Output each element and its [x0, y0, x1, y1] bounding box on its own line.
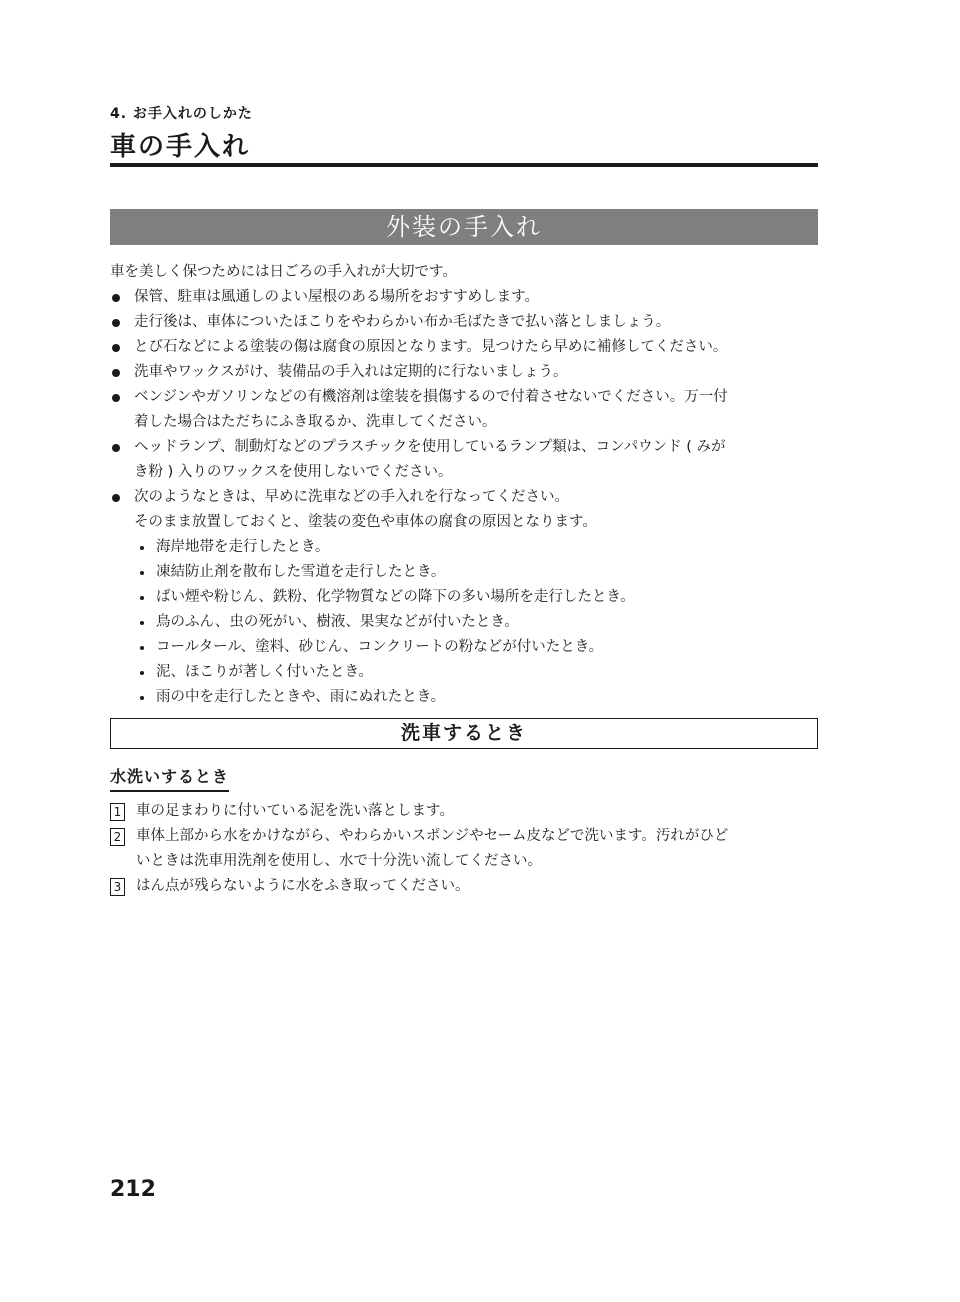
- bullet-text: 次のようなときは、早めに洗車などの手入れを行なってください。: [134, 489, 569, 505]
- bullet-icon: [112, 394, 120, 402]
- step-number-badge: 1: [110, 803, 125, 821]
- subsection-heading-water-wash: 水洗いするとき: [110, 764, 229, 792]
- list-item: [134, 635, 818, 660]
- dot-icon: [140, 596, 144, 600]
- page-title: 車の手入れ: [110, 132, 251, 162]
- sub-item-text: 凍結防止剤を散布した雪道を走行したとき。: [156, 564, 446, 580]
- list-item: [110, 360, 818, 385]
- bullet-text: 走行後は、車体についたほこりをやわらかい布か毛ばたきで払い落としましょう。: [134, 314, 671, 330]
- list-item: [110, 435, 818, 460]
- step-text: 車の足まわりに付いている泥を洗い落とします。: [136, 803, 454, 819]
- section-heading-car-wash: 洗車するとき: [110, 718, 818, 749]
- wash-steps: [110, 799, 818, 899]
- sub-item-text: 海岸地帯を走行したとき。: [156, 539, 330, 555]
- list-item: [134, 660, 818, 685]
- step-item: [110, 824, 818, 849]
- step-item: [110, 799, 818, 824]
- bullet-text: とび石などによる塗装の傷は腐食の原因となります。見つけたら早めに補修してください。: [134, 339, 728, 355]
- bullet-icon: [112, 319, 120, 327]
- list-item: [134, 685, 818, 710]
- list-item: [110, 335, 818, 360]
- step-text: 車体上部から水をかけながら、やわらかいスポンジやセーム皮などで洗います。汚れがひど: [136, 828, 729, 844]
- step-item: [110, 874, 818, 899]
- section-banner-exterior: 外装の手入れ: [110, 209, 818, 245]
- dot-icon: [140, 571, 144, 575]
- list-item: [110, 310, 818, 335]
- step-continuation: いときは洗車用洗剤を使用し、水で十分洗い流してください。: [136, 853, 542, 869]
- bullet-continuation: そのまま放置しておくと、塗装の変色や車体の腐食の原因となります。: [134, 514, 597, 530]
- sub-item-text: コールタール、塗料、砂じん、コンクリートの粉などが付いたとき。: [156, 639, 604, 655]
- sub-item-text: 泥、ほこりが著しく付いたとき。: [156, 664, 373, 680]
- bullet-icon: [112, 369, 120, 377]
- situation-list: [110, 535, 818, 710]
- bullet-text: ベンジンやガソリンなどの有機溶剤は塗装を損傷するので付着させないでください。万一付: [134, 389, 728, 405]
- step-text: はん点が残らないように水をふき取ってください。: [136, 878, 470, 894]
- sub-item-text: ばい煙や粉じん、鉄粉、化学物質などの降下の多い場所を走行したとき。: [156, 589, 635, 605]
- bullet-text: 洗車やワックスがけ、装備品の手入れは定期的に行ないましょう。: [134, 364, 568, 380]
- list-item: [134, 560, 818, 585]
- title-rule: [110, 163, 818, 167]
- bullet-continuation: き粉 ) 入りのワックスを使用しないでください。: [134, 464, 453, 480]
- list-item: [134, 535, 818, 560]
- bullet-continuation: 着した場合はただちにふき取るか、洗車してください。: [134, 414, 497, 430]
- bullet-icon: [112, 494, 120, 502]
- bullet-text: 保管、駐車は風通しのよい屋根のある場所をおすすめします。: [134, 289, 539, 305]
- dot-icon: [140, 621, 144, 625]
- bullet-icon: [112, 344, 120, 352]
- intro-text: 車を美しく保つためには日ごろの手入れが大切です。: [110, 264, 457, 280]
- dot-icon: [140, 546, 144, 550]
- list-item: [134, 610, 818, 635]
- step-number-badge: 3: [110, 878, 125, 896]
- exterior-care-text: [110, 260, 818, 710]
- dot-icon: [140, 671, 144, 675]
- bullet-icon: [112, 444, 120, 452]
- manual-page: [110, 0, 818, 1302]
- dot-icon: [140, 696, 144, 700]
- list-item: [110, 385, 818, 410]
- page-number: 212: [110, 1177, 156, 1202]
- list-item: [110, 285, 818, 310]
- sub-item-text: 雨の中を走行したときや、雨にぬれたとき。: [156, 689, 446, 705]
- sub-item-text: 鳥のふん、虫の死がい、樹液、果実などが付いたとき。: [156, 614, 519, 630]
- dot-icon: [140, 646, 144, 650]
- bullet-icon: [112, 294, 120, 302]
- list-item: [110, 485, 818, 510]
- chapter-heading: 4. お手入れのしかた: [110, 106, 253, 122]
- step-number-badge: 2: [110, 828, 125, 846]
- list-item: [134, 585, 818, 610]
- bullet-text: ヘッドランプ、制動灯などのプラスチックを使用しているランプ類は、コンパウンド ( みが: [134, 439, 726, 455]
